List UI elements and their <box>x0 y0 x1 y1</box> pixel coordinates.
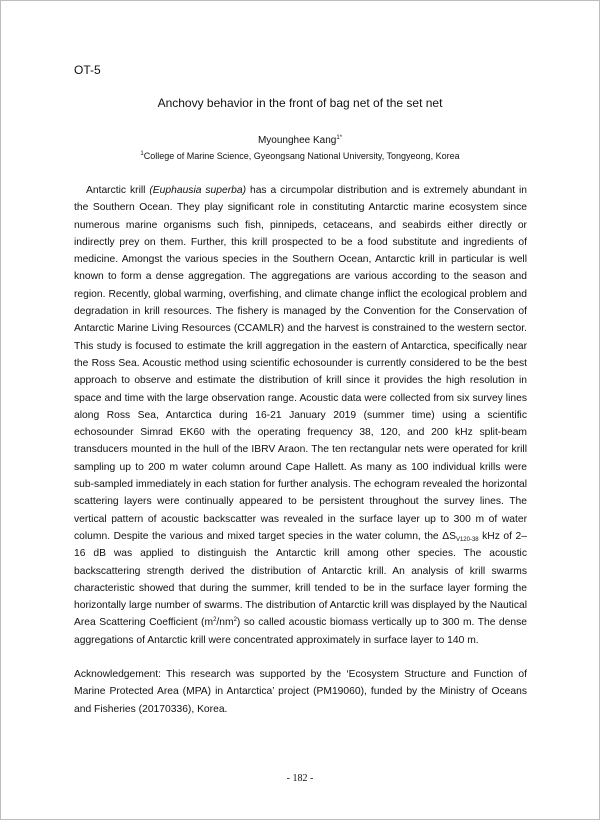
acknowledgement-paragraph: Acknowledgement: This research was supported by the ‘Ecosystem Structure and Function of Marine Protected Area (MPA) in Antarctica’ project (PM19060), funded by the Ministry of Oceans and Fisheries (20170336), Korea. <box>74 669 527 715</box>
abstract-text-part3: kHz of 2–16 dB was applied to distinguish the Antarctic krill among other species. The acoustic backscattering strength derived the distribution of Antarctic krill. An analysis of krill swarms characteristic showed that during the summer, krill tended to be in the surface layer forming the horizontally large number of swarms. The distribution of Antarctic krill was displayed by the Nautical Area Scattering Coefficient (m <box>74 530 527 629</box>
abstract-text-part1: Antarctic krill <box>86 185 150 196</box>
affiliation-line <box>1 151 599 161</box>
affiliation-superscript: 1 <box>140 151 144 157</box>
abstract-paragraph <box>74 182 527 649</box>
page-number: - 182 - <box>286 773 314 784</box>
author-superscript: 1* <box>336 135 343 141</box>
delta-s-symbol: ΔS <box>442 530 456 542</box>
abstract-code: OT-5 <box>74 63 101 77</box>
species-name: (Euphausia superba) <box>149 185 247 196</box>
affiliation-text: College of Marine Science, Gyeongsang National University, Tongyeong, Korea <box>143 151 460 161</box>
author-name: Myounghee Kang <box>257 135 337 146</box>
paper-title: Anchovy behavior in the front of bag net of the set net <box>157 96 443 110</box>
delta-s-subscript: V120-38 <box>455 536 479 543</box>
unit-superscript-1: 2 <box>213 617 217 624</box>
abstract-body <box>74 182 527 718</box>
unit-superscript-2: 2 <box>233 617 237 624</box>
abstract-text-part5: ) so called acoustic biomass vertically up to 300 m. The dense aggregations of Antarctic krill were concentrated approximately in surface layer to 140 m. <box>74 617 527 646</box>
abstract-text-part4: /nm <box>216 617 234 629</box>
abstract-text-part2: has a circumpolar distribution and is extremely abundant in the Southern Ocean. They play significant role in constituting Antarctic marine ecosystem since numerous marine organisms such fish, pinnipeds, cetaceans, and seabirds either directly or indirectly prey on them. Further, this krill prospected to be a food substitute and ingredients of medicine. Amongst the various species in the Southern Ocean, Antarctic krill in particular is well known to form a dense aggregation. The aggregations are various according to the season and region. Recently, global warming, overfishing, and climate change inflict the ecological problem and degradation in krill resources. The fishery is managed by the Convention for the Conservation of Antarctic Marine Living Resources (CCAMLR) and the harvest is constrained to the western sector. This study is focused to estimate the krill aggregation in the eastern of Antarctica, specifically near the Ross Sea. Acoustic method using scientific echosounder is currently considered to be the best approach to observe and estimate the distribution of krill since it provides the high resolution in space and time with the large observation range. Acoustic data were collected from six survey lines along Ross Sea, Antarctica during 16-21 January 2019 (summer time) using a scientific echosounder Simrad EK60 with the operating frequency 38, 120, and 200 kHz split-beam transducers mounted in the hull of the IBRV Araon. The ten rectangular nets were operated for krill sampling up to 200 m water column around Cape Hallett. As many as 100 individual krills were sub-sampled immediately in each station for further analysis. The echogram revealed the horizontal scattering layers were continually appeared to be persistent throughout the survey lines. The vertical pattern of acoustic backscatter was revealed in the surface layer up to 300 m of water column. Despite the various and mixed target species in the water column, the <box>74 185 528 542</box>
author-line <box>1 135 599 146</box>
